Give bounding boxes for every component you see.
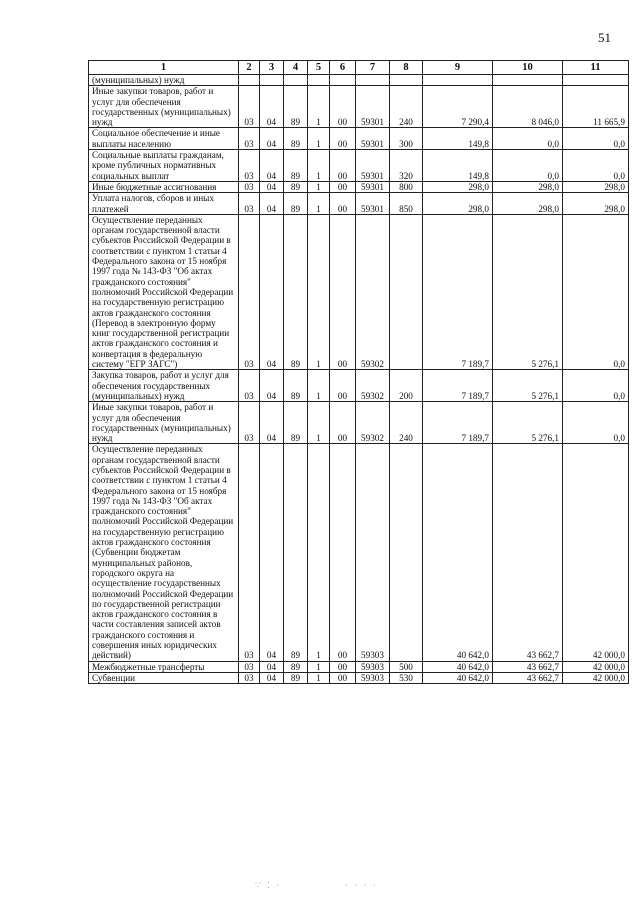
- scan-artifact: · · · ·: [345, 880, 378, 890]
- row-name: Осуществление переданных органам государственной власти субъектов Российской Федерации в соответствии с пунктом 1 статьи 4 Федерального закона от 15 ноября 1997 года № 143-ФЗ "Об актах гражданского состояния" полномочий Российской Федерации на государственную регистрацию актов гражданского состояния (Перевод в электронную форму книг государственной регистрации актов гражданского состояния и конвертация в федеральную систему "ЕГР ЗАГС"): [89, 214, 239, 369]
- row-cell: 00: [330, 444, 356, 661]
- row-cell: 0,0: [563, 214, 629, 369]
- row-cell: [493, 75, 563, 86]
- row-name: Осуществление переданных органам государственной власти субъектов Российской Федерации в соответствии с пунктом 1 статьи 4 Федерального закона от 15 ноября 1997 года № 143-ФЗ "Об актах гражданского состояния" полномочий Российской Федерации на государственную регистрацию актов гражданского состояния (Субвенции бюджетам муниципальных районов, городского округа на осуществление государственных полномочий Российской Федерации по государственной регистрации актов гражданского состояния в части составления записей актов гражданского состояния и совершения иных юридических действий): [89, 444, 239, 661]
- row-cell: 00: [330, 128, 356, 150]
- row-cell: 03: [239, 402, 260, 444]
- row-cell: 03: [239, 444, 260, 661]
- row-cell: 0,0: [563, 370, 629, 402]
- row-cell: 03: [239, 661, 260, 672]
- row-cell: 03: [239, 150, 260, 182]
- row-cell: [308, 75, 330, 86]
- row-cell: 7 189,7: [423, 370, 493, 402]
- row-cell: 04: [260, 370, 284, 402]
- scan-artifact: ∵ ⁚ ·: [255, 880, 282, 890]
- row-cell: 89: [284, 128, 308, 150]
- row-cell: 1: [308, 672, 330, 683]
- row-cell: 298,0: [423, 181, 493, 192]
- row-cell: 03: [239, 128, 260, 150]
- row-cell: [356, 75, 390, 86]
- row-cell: 298,0: [493, 193, 563, 215]
- row-cell: 1: [308, 402, 330, 444]
- row-cell: 7 290,4: [423, 86, 493, 128]
- row-cell: 89: [284, 214, 308, 369]
- row-cell: 03: [239, 214, 260, 369]
- row-cell: 59303: [356, 661, 390, 672]
- row-cell: 89: [284, 150, 308, 182]
- row-cell: [390, 444, 423, 661]
- table-row: [89, 370, 629, 402]
- row-name: Социальные выплаты гражданам, кроме публичных нормативных социальных выплат: [89, 150, 239, 182]
- column-header: 1: [89, 61, 239, 75]
- row-cell: 5 276,1: [493, 402, 563, 444]
- row-cell: [390, 214, 423, 369]
- table-row: [89, 661, 629, 672]
- row-cell: 00: [330, 661, 356, 672]
- row-cell: 40 642,0: [423, 661, 493, 672]
- row-cell: 0,0: [563, 402, 629, 444]
- row-cell: 42 000,0: [563, 444, 629, 661]
- row-cell: 1: [308, 370, 330, 402]
- row-cell: 7 189,7: [423, 214, 493, 369]
- row-cell: 298,0: [563, 181, 629, 192]
- row-cell: 04: [260, 661, 284, 672]
- row-cell: 43 662,7: [493, 444, 563, 661]
- row-name: Иные бюджетные ассигнования: [89, 181, 239, 192]
- row-cell: 1: [308, 661, 330, 672]
- row-name: (муниципальных) нужд: [89, 75, 239, 86]
- row-cell: 03: [239, 86, 260, 128]
- column-header: 8: [390, 61, 423, 75]
- row-cell: 04: [260, 402, 284, 444]
- row-cell: 89: [284, 86, 308, 128]
- table-row: [89, 181, 629, 192]
- table-row: [89, 214, 629, 369]
- row-name: Социальное обеспечение и иные выплаты населению: [89, 128, 239, 150]
- row-name: Уплата налогов, сборов и иных платежей: [89, 193, 239, 215]
- row-cell: 298,0: [423, 193, 493, 215]
- row-cell: 04: [260, 128, 284, 150]
- row-cell: 00: [330, 181, 356, 192]
- row-cell: 1: [308, 86, 330, 128]
- row-name: Иные закупки товаров, работ и услуг для обеспечения государственных (муниципальных) нужд: [89, 402, 239, 444]
- row-cell: 149,8: [423, 128, 493, 150]
- row-cell: 00: [330, 150, 356, 182]
- row-cell: 1: [308, 181, 330, 192]
- column-header: 2: [239, 61, 260, 75]
- row-cell: 850: [390, 193, 423, 215]
- row-cell: 59301: [356, 150, 390, 182]
- row-cell: 0,0: [493, 150, 563, 182]
- row-cell: 42 000,0: [563, 661, 629, 672]
- row-cell: 300: [390, 128, 423, 150]
- table-row: [89, 444, 629, 661]
- row-cell: [330, 75, 356, 86]
- row-cell: 89: [284, 193, 308, 215]
- row-cell: 0,0: [563, 128, 629, 150]
- row-cell: 1: [308, 444, 330, 661]
- header-row: [89, 61, 629, 75]
- table-row: [89, 86, 629, 128]
- row-cell: 89: [284, 444, 308, 661]
- budget-table: [88, 60, 629, 684]
- table-row: [89, 75, 629, 86]
- row-cell: 1: [308, 214, 330, 369]
- row-cell: 240: [390, 402, 423, 444]
- row-cell: 00: [330, 672, 356, 683]
- column-header: 10: [493, 61, 563, 75]
- row-cell: 59302: [356, 370, 390, 402]
- row-cell: 03: [239, 181, 260, 192]
- row-cell: 5 276,1: [493, 370, 563, 402]
- row-cell: 42 000,0: [563, 672, 629, 683]
- row-cell: 00: [330, 193, 356, 215]
- column-header: 6: [330, 61, 356, 75]
- row-cell: 240: [390, 86, 423, 128]
- table-row: [89, 402, 629, 444]
- row-cell: 7 189,7: [423, 402, 493, 444]
- table-row: [89, 193, 629, 215]
- row-cell: 00: [330, 402, 356, 444]
- row-cell: 200: [390, 370, 423, 402]
- row-cell: 59301: [356, 181, 390, 192]
- column-header: 11: [563, 61, 629, 75]
- row-cell: 00: [330, 214, 356, 369]
- row-cell: 03: [239, 672, 260, 683]
- row-cell: 298,0: [493, 181, 563, 192]
- row-cell: 59303: [356, 444, 390, 661]
- column-header: 7: [356, 61, 390, 75]
- row-cell: 04: [260, 444, 284, 661]
- row-name: Межбюджетные трансферты: [89, 661, 239, 672]
- row-cell: 04: [260, 86, 284, 128]
- row-cell: 320: [390, 150, 423, 182]
- row-cell: 03: [239, 370, 260, 402]
- row-cell: 1: [308, 193, 330, 215]
- row-cell: 00: [330, 370, 356, 402]
- row-cell: 43 662,7: [493, 661, 563, 672]
- row-cell: 03: [239, 193, 260, 215]
- row-cell: 89: [284, 181, 308, 192]
- row-cell: 43 662,7: [493, 672, 563, 683]
- row-cell: [260, 75, 284, 86]
- table-row: [89, 150, 629, 182]
- row-cell: 59301: [356, 86, 390, 128]
- row-name: Закупка товаров, работ и услуг для обеспечения государственных (муниципальных) нужд: [89, 370, 239, 402]
- row-cell: 1: [308, 128, 330, 150]
- row-cell: 1: [308, 150, 330, 182]
- row-cell: 89: [284, 370, 308, 402]
- row-cell: 04: [260, 181, 284, 192]
- row-cell: [423, 75, 493, 86]
- row-cell: 89: [284, 661, 308, 672]
- row-cell: 530: [390, 672, 423, 683]
- column-header: 5: [308, 61, 330, 75]
- row-cell: 0,0: [493, 128, 563, 150]
- row-cell: 59301: [356, 193, 390, 215]
- row-cell: [284, 75, 308, 86]
- row-cell: 04: [260, 193, 284, 215]
- row-cell: 800: [390, 181, 423, 192]
- column-header: 3: [260, 61, 284, 75]
- table-row: [89, 128, 629, 150]
- row-cell: 59302: [356, 214, 390, 369]
- row-cell: 89: [284, 402, 308, 444]
- row-cell: [239, 75, 260, 86]
- row-cell: 500: [390, 661, 423, 672]
- column-header: 9: [423, 61, 493, 75]
- row-cell: 298,0: [563, 193, 629, 215]
- row-cell: 00: [330, 86, 356, 128]
- row-cell: 04: [260, 150, 284, 182]
- row-cell: 8 046,0: [493, 86, 563, 128]
- column-header: 4: [284, 61, 308, 75]
- row-cell: 11 665,9: [563, 86, 629, 128]
- row-cell: 5 276,1: [493, 214, 563, 369]
- row-cell: 59302: [356, 402, 390, 444]
- row-name: Субвенции: [89, 672, 239, 683]
- row-cell: 40 642,0: [423, 672, 493, 683]
- row-cell: 04: [260, 214, 284, 369]
- row-cell: 59303: [356, 672, 390, 683]
- row-cell: 89: [284, 672, 308, 683]
- row-cell: 40 642,0: [423, 444, 493, 661]
- row-cell: 59301: [356, 128, 390, 150]
- row-cell: [563, 75, 629, 86]
- row-cell: 149,8: [423, 150, 493, 182]
- row-cell: [390, 75, 423, 86]
- page-number: 51: [598, 30, 611, 45]
- row-cell: 0,0: [563, 150, 629, 182]
- table-row: [89, 672, 629, 683]
- row-cell: 04: [260, 672, 284, 683]
- row-name: Иные закупки товаров, работ и услуг для обеспечения государственных (муниципальных) нужд: [89, 86, 239, 128]
